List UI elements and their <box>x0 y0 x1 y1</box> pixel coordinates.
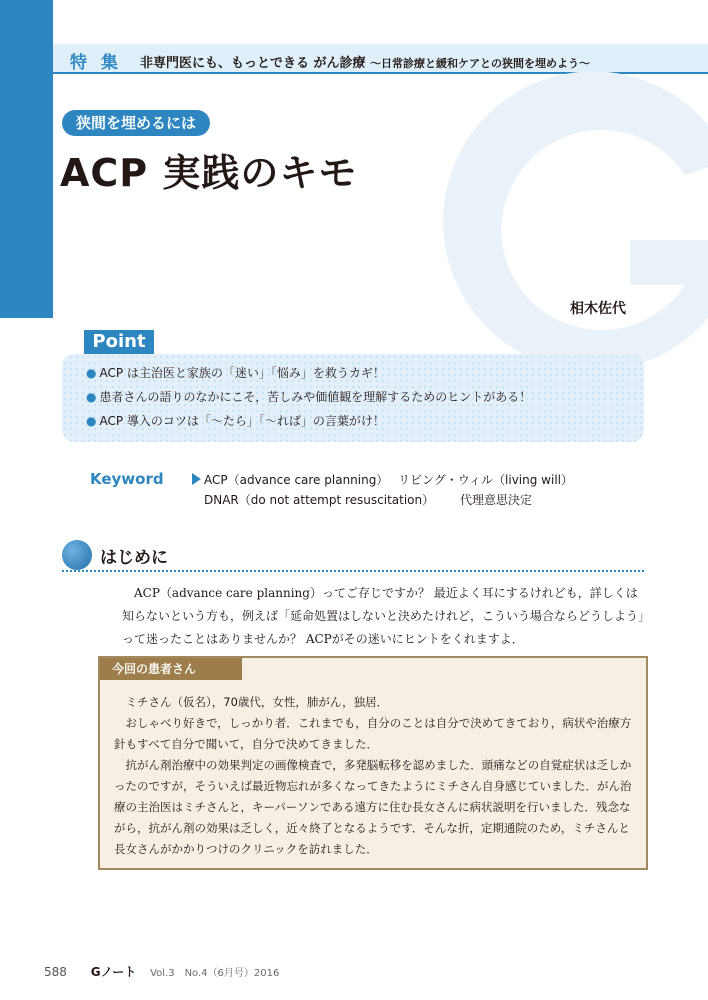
magazine-name: Gノート <box>90 965 137 979</box>
case-box <box>98 656 648 870</box>
case-paragraph: ミチさん（仮名），70歳代，女性，肺がん，独居． <box>125 695 389 709</box>
feature-label: 特 集 <box>70 53 122 73</box>
keyword-item: リビング・ウィル（living will） <box>398 473 573 487</box>
keyword-item: 代理意思決定 <box>460 493 533 507</box>
keyword-item: DNAR（do not attempt resuscitation） <box>204 493 435 507</box>
feature-title <box>140 52 590 71</box>
keyword-item: ACP（advance care planning） <box>204 473 389 487</box>
intro-paragraph: ACP（advance care planning）ってご存じですか？ 最近よく耳にするけれども，詳しくは知らないという方も，例えば「延命処置はしないと決めたけれど，こういう場合ならどうしよう」って迷ったことはありませんか？ ACPがその迷いにヒントをくれますよ． <box>122 586 645 646</box>
case-text <box>114 692 634 860</box>
volume-info: Vol.3 No.4（6月号）2016 <box>150 968 280 979</box>
section-title: はじめに <box>100 548 168 568</box>
keyword-arrow-icon <box>192 473 201 485</box>
article-title: ACP 実践のキモ <box>60 151 358 195</box>
keyword-label: Keyword <box>90 470 164 488</box>
point-box <box>62 354 644 442</box>
point-item <box>86 364 385 381</box>
point-item <box>86 412 385 429</box>
section-circle-icon <box>62 540 92 570</box>
point-item-text: ACP は主治医と家族の「迷い」「悩み」を救うカギ！ <box>99 366 385 380</box>
subtitle-pill: 狭間を埋めるには <box>62 110 210 136</box>
watermark-g-logo-icon <box>430 70 708 400</box>
case-paragraph: おしゃべり好きで，しっかり者．これまでも，自分のことは自分で決めてきており，病状や治療方針もすべて自分で聞いて，自分で決めてきました． <box>114 716 632 751</box>
author-name: 相木佐代 <box>570 301 626 317</box>
point-label: Point <box>84 330 154 354</box>
feature-subtitle: 〜日常診療と緩和ケアとの狭間を埋めよう〜 <box>370 57 591 70</box>
footer <box>44 963 279 980</box>
bullet-icon: ● <box>86 366 97 380</box>
case-label: 今回の患者さん <box>100 658 242 680</box>
section-rule <box>62 570 644 572</box>
feature-title-main: 非専門医にも、もっとできる がん診療 <box>140 56 366 71</box>
bullet-icon: ● <box>86 414 97 428</box>
left-color-band <box>0 0 53 318</box>
case-paragraph: 抗がん剤治療中の効果判定の画像検査で，多発脳転移を認めました．頭痛などの自覚症状は乏しかったのですが，そういえば最近物忘れが多くなってきたようにミチさん自身感じていました．がん治療の主治医はミチさんと，キーパーソンである遠方に住む長女さんに病状説明を行いました．残念ながら，抗がん剤の効果は乏しく，近々終了となるようです．そんな折，定期通院のため，ミチさんと長女さんがかかりつけのクリニックを訪れました． <box>114 758 632 856</box>
point-item-text: 患者さんの語りのなかにこそ，苦しみや価値観を理解するためのヒントがある！ <box>99 390 532 404</box>
point-item-text: ACP 導入のコツは「〜たら」「〜れば」の言葉がけ！ <box>99 414 385 428</box>
point-item <box>86 388 531 405</box>
page-number: 588 <box>44 965 67 979</box>
bullet-icon: ● <box>86 390 97 404</box>
